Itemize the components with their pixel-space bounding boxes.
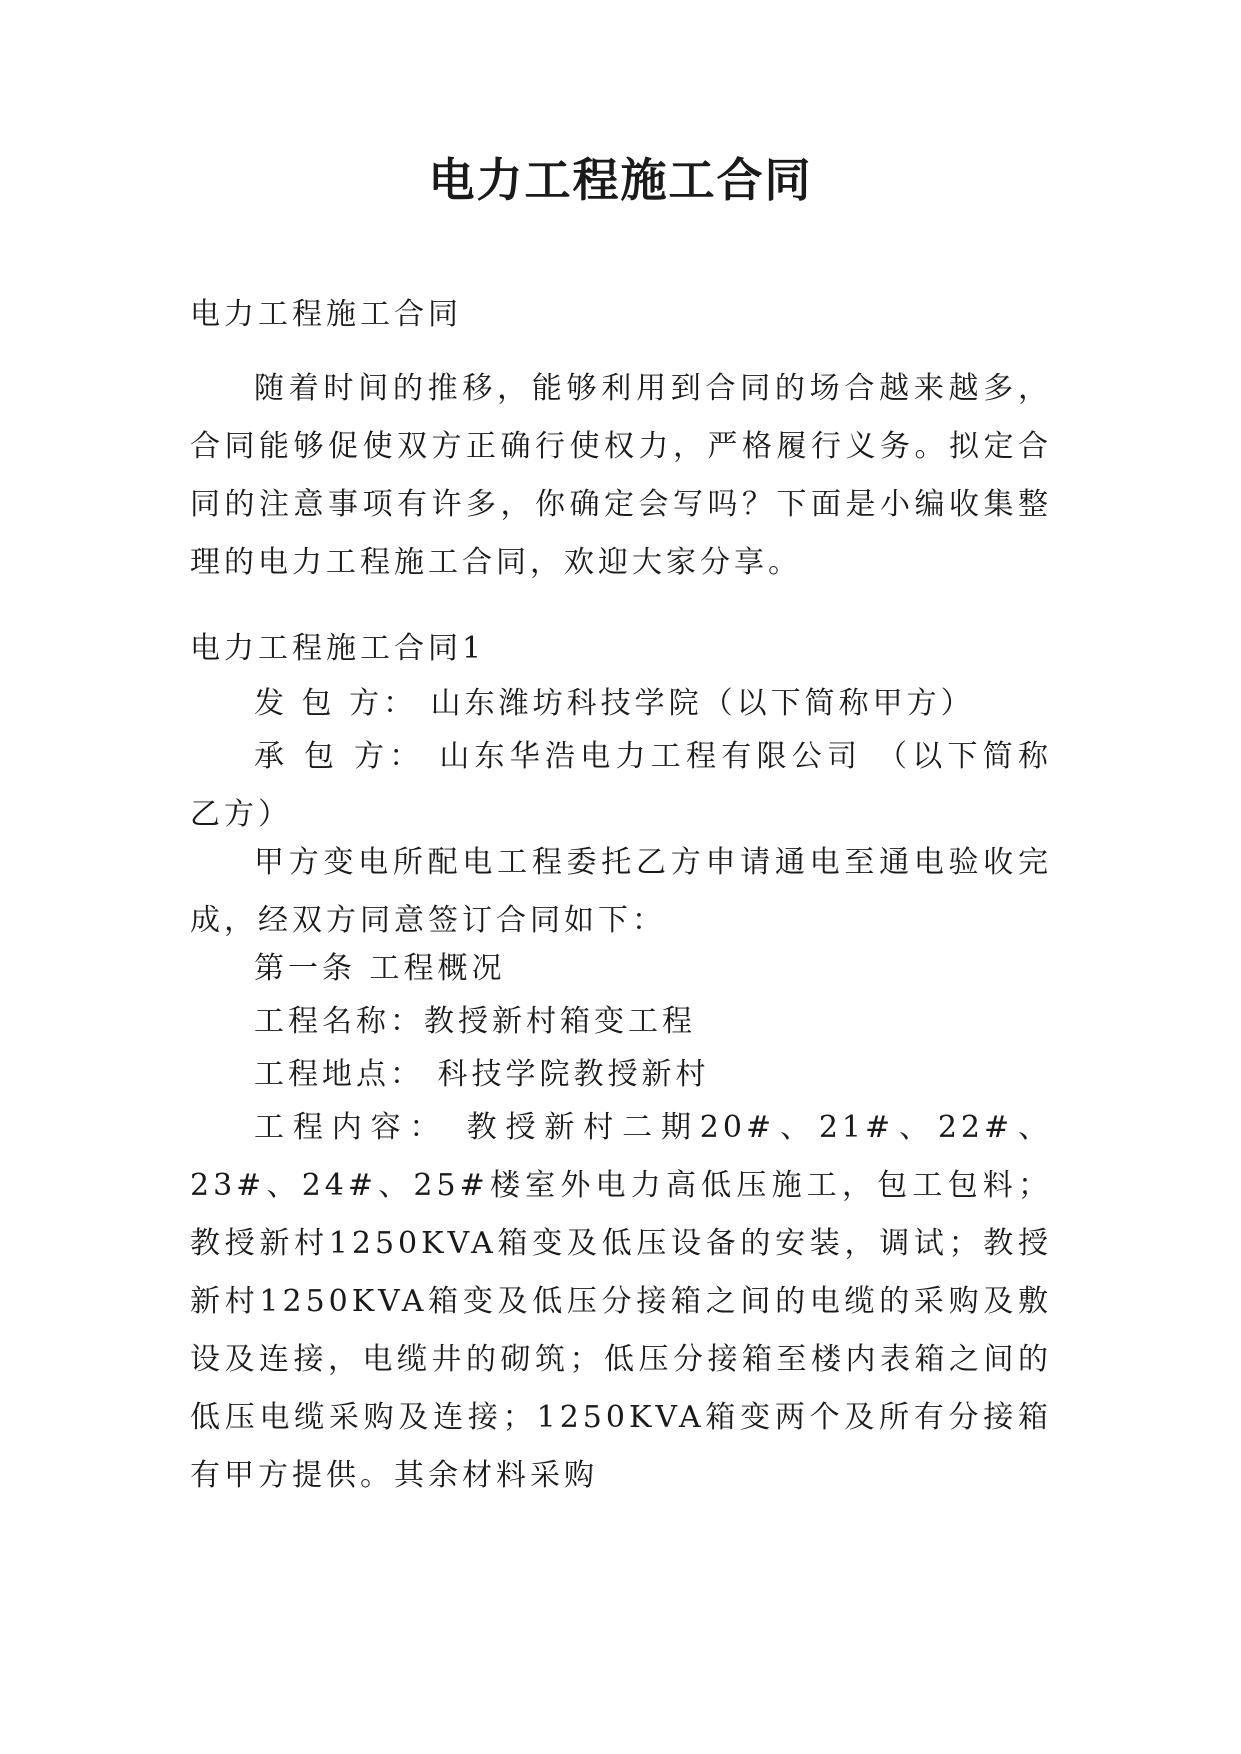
document-subtitle: 电力工程施工合同 xyxy=(190,297,462,332)
project-location: 工程地点： 科技学院教授新村 xyxy=(254,1057,710,1092)
project-content: 工程内容： 教授新村二期20#、21#、22#、23#、24#、25#楼室外电力高低压施工，包工包料；教授新村1250KVA箱变及低压设备的安装，调试；教授新村1250KVA箱变及低压分接箱之间的电缆的采购及敷设及连接，电缆井的砌筑；低压分接箱至楼内表箱之间的低压电缆采购及连接；1250KVA箱变两个及所有分接箱有甲方提供。其余材料采购 xyxy=(190,1110,1052,1493)
employer-line: 发 包 方： 山东潍坊科技学院（以下简称甲方） xyxy=(254,686,975,721)
contractor-line: 承 包 方： 山东华浩电力工程有限公司 （以下简称乙方） xyxy=(190,739,1052,832)
contract-heading: 电力工程施工合同1 xyxy=(190,631,486,666)
article-1-heading: 第一条 工程概况 xyxy=(254,951,506,986)
project-name: 工程名称：教授新村箱变工程 xyxy=(254,1004,696,1039)
intro-paragraph: 随着时间的推移，能够利用到合同的场合越来越多，合同能够促使双方正确行使权力，严格履行义务。拟定合同的注意事项有许多，你确定会写吗？下面是小编收集整理的电力工程施工合同，欢迎大家分享。 xyxy=(190,371,1052,580)
document-title: 电力工程施工合同 xyxy=(428,153,813,207)
commission-paragraph: 甲方变电所配电工程委托乙方申请通电至通电验收完成，经双方同意签订合同如下： xyxy=(190,845,1052,938)
